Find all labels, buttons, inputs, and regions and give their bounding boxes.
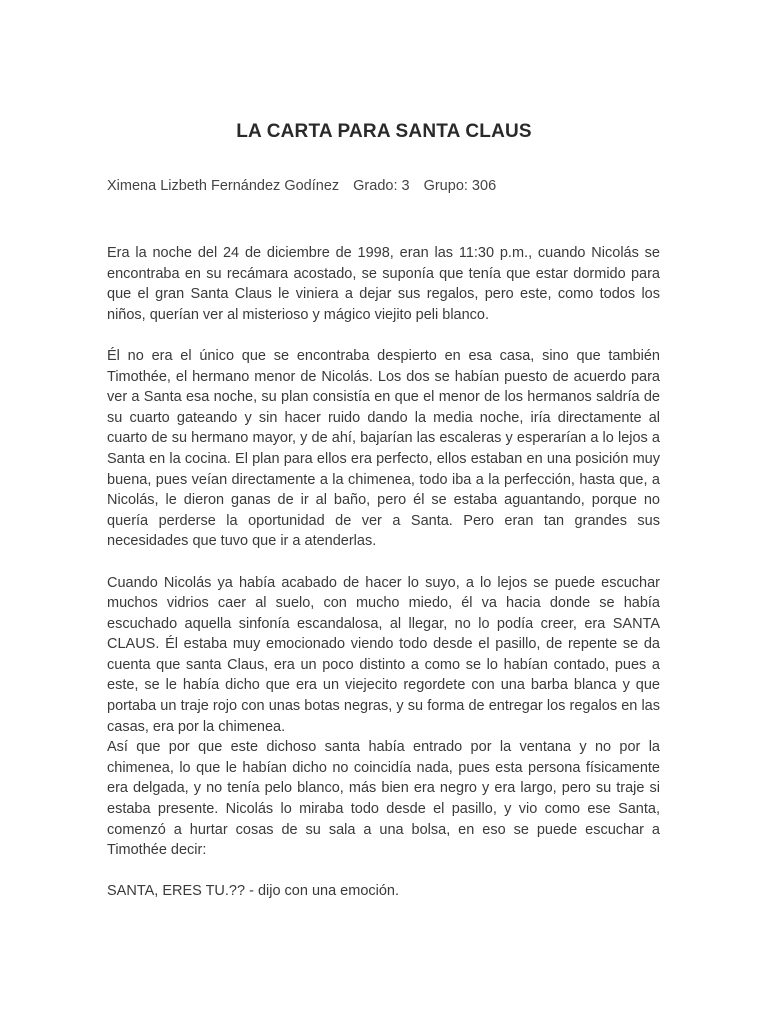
paragraph-3: Cuando Nicolás ya había acabado de hacer lo suyo, a lo lejos se puede escuchar muchos vidrios caer al suelo, con mucho miedo, él va hacia donde se había escuchado aquella sinfonía escandalosa, al llegar, no lo podía creer, era SANTA CLAUS. Él estaba muy emocionado viendo todo desde el pasillo, de repente se da cuenta que santa Claus, era un poco distinto a como se lo habían contado, pues a este, se le había dicho que era un viejecito regordete con una barba blanca y que portaba un traje rojo con unas botas negras, y su forma de entregar los regalos en las casas, era por la chimenea.	[107, 574, 660, 735]
grade-label: Grado: 3	[353, 178, 410, 194]
paragraph-4: Así que por que este dichoso santa había entrado por la ventana y no por la chimenea, lo que le habían dicho no coincidía nada, pues esta persona físicamente era delgada, y no tenía pelo blanco, más bien era negro y era largo, pero su traje si estaba presente. Nicolás lo miraba todo desde el pasillo, y vio como ese Santa, comenzó a hurtar cosas de su sala a una bolsa, en eso se puede escuchar a Timothée decir:	[107, 739, 660, 859]
group-label: Grupo: 306	[423, 178, 497, 194]
author-name: Ximena Lizbeth Fernández Godínez	[107, 178, 340, 194]
paragraph-2: Él no era el único que se encontraba despierto en esa casa, sino que también Timothée, el hermano menor de Nicolás. Los dos se habían puesto de acuerdo para ver a Santa esa noche, su plan consistía en que el menor de los hermanos saldría de su cuarto gateando y sin hacer ruido dando la media noche, iría directamente al cuarto de su hermano mayor, y de ahí, bajarían las escaleras y esperarían a lo lejos a Santa en la cocina. El plan para ellos era perfecto, ellos estaban en una posición muy buena, pues veían directamente a la chimenea, todo iba a la perfección, hasta que, a Nicolás, le dieron ganas de ir al baño, pero él se estaba aguantando, porque no quería perderse la oportunidad de ver a Santa. Pero eran tan grandes sus necesidades que tuvo que ir a atenderlas.	[107, 347, 660, 550]
document-title: LA CARTA PARA SANTA CLAUS	[236, 121, 532, 142]
author-byline	[107, 178, 510, 194]
paragraph-1: Era la noche del 24 de diciembre de 1998, eran las 11:30 p.m., cuando Nicolás se encontraba en su recámara acostado, se suponía que tenía que estar dormido para que el gran Santa Claus le viniera a dejar sus regalos, pero este, como todos los niños, querían ver al misterioso y mágico viejito peli blanco.	[107, 245, 660, 323]
story-body	[107, 243, 660, 923]
paragraph-5: SANTA, ERES TU.?? - dijo con una emoción.	[107, 883, 400, 900]
